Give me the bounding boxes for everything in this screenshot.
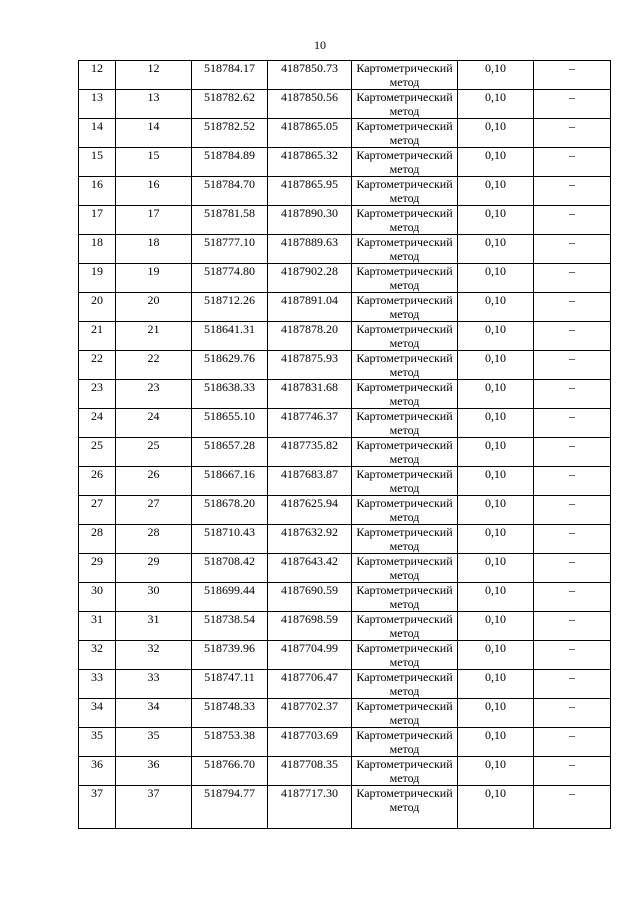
cell-point-id: 34 — [116, 699, 192, 728]
cell-method: Картометрический метод — [352, 612, 458, 641]
cell-point-number: 25 — [79, 438, 116, 467]
cell-point-id: 29 — [116, 554, 192, 583]
table-row — [79, 728, 611, 757]
cell-y-coordinate: 4187875.93 — [268, 351, 352, 380]
cell-point-id: 17 — [116, 206, 192, 235]
cell-precision: 0,10 — [458, 235, 534, 264]
cell-y-coordinate: 4187625.94 — [268, 496, 352, 525]
cell-method: Картометрический метод — [352, 786, 458, 829]
cell-y-coordinate: 4187850.56 — [268, 90, 352, 119]
cell-precision: 0,10 — [458, 699, 534, 728]
cell-point-number: 26 — [79, 467, 116, 496]
cell-point-number: 14 — [79, 119, 116, 148]
cell-point-id: 35 — [116, 728, 192, 757]
cell-x-coordinate: 518738.54 — [192, 612, 268, 641]
cell-note: – — [534, 641, 611, 670]
cell-method: Картометрический метод — [352, 699, 458, 728]
cell-note: – — [534, 467, 611, 496]
cell-y-coordinate: 4187878.20 — [268, 322, 352, 351]
cell-note: – — [534, 409, 611, 438]
table-row — [79, 612, 611, 641]
cell-y-coordinate: 4187632.92 — [268, 525, 352, 554]
cell-method: Картометрический метод — [352, 61, 458, 90]
cell-note: – — [534, 583, 611, 612]
cell-method: Картометрический метод — [352, 670, 458, 699]
table-row — [79, 641, 611, 670]
cell-precision: 0,10 — [458, 322, 534, 351]
cell-method: Картометрический метод — [352, 235, 458, 264]
cell-y-coordinate: 4187702.37 — [268, 699, 352, 728]
cell-method: Картометрический метод — [352, 409, 458, 438]
cell-note: – — [534, 670, 611, 699]
cell-note: – — [534, 264, 611, 293]
cell-x-coordinate: 518784.17 — [192, 61, 268, 90]
cell-note: – — [534, 525, 611, 554]
cell-method: Картометрический метод — [352, 148, 458, 177]
cell-point-id: 30 — [116, 583, 192, 612]
cell-point-id: 13 — [116, 90, 192, 119]
table-row — [79, 206, 611, 235]
cell-y-coordinate: 4187865.05 — [268, 119, 352, 148]
cell-note: – — [534, 119, 611, 148]
cell-method: Картометрический метод — [352, 293, 458, 322]
cell-y-coordinate: 4187902.28 — [268, 264, 352, 293]
cell-method: Картометрический метод — [352, 467, 458, 496]
cell-y-coordinate: 4187735.82 — [268, 438, 352, 467]
cell-point-id: 23 — [116, 380, 192, 409]
cell-x-coordinate: 518748.33 — [192, 699, 268, 728]
cell-point-number: 29 — [79, 554, 116, 583]
table-row — [79, 496, 611, 525]
table-row — [79, 438, 611, 467]
cell-point-number: 34 — [79, 699, 116, 728]
coordinates-table — [78, 60, 611, 829]
cell-y-coordinate: 4187703.69 — [268, 728, 352, 757]
cell-y-coordinate: 4187704.99 — [268, 641, 352, 670]
cell-precision: 0,10 — [458, 351, 534, 380]
cell-x-coordinate: 518794.77 — [192, 786, 268, 829]
cell-method: Картометрический метод — [352, 728, 458, 757]
cell-x-coordinate: 518708.42 — [192, 554, 268, 583]
table-row — [79, 90, 611, 119]
table-row — [79, 583, 611, 612]
cell-precision: 0,10 — [458, 467, 534, 496]
cell-x-coordinate: 518781.58 — [192, 206, 268, 235]
table-row — [79, 380, 611, 409]
cell-point-number: 31 — [79, 612, 116, 641]
cell-y-coordinate: 4187889.63 — [268, 235, 352, 264]
cell-point-number: 17 — [79, 206, 116, 235]
cell-y-coordinate: 4187706.47 — [268, 670, 352, 699]
table-row — [79, 467, 611, 496]
cell-note: – — [534, 786, 611, 829]
cell-method: Картометрический метод — [352, 757, 458, 786]
cell-precision: 0,10 — [458, 786, 534, 829]
cell-note: – — [534, 496, 611, 525]
cell-precision: 0,10 — [458, 641, 534, 670]
cell-y-coordinate: 4187865.32 — [268, 148, 352, 177]
cell-point-number: 37 — [79, 786, 116, 829]
cell-point-id: 28 — [116, 525, 192, 554]
cell-y-coordinate: 4187698.59 — [268, 612, 352, 641]
cell-x-coordinate: 518739.96 — [192, 641, 268, 670]
cell-x-coordinate: 518712.26 — [192, 293, 268, 322]
cell-point-id: 12 — [116, 61, 192, 90]
cell-note: – — [534, 380, 611, 409]
cell-precision: 0,10 — [458, 177, 534, 206]
table-row — [79, 235, 611, 264]
cell-x-coordinate: 518784.70 — [192, 177, 268, 206]
cell-point-id: 22 — [116, 351, 192, 380]
cell-note: – — [534, 206, 611, 235]
cell-note: – — [534, 293, 611, 322]
cell-point-id: 26 — [116, 467, 192, 496]
cell-point-number: 19 — [79, 264, 116, 293]
table-row — [79, 293, 611, 322]
cell-point-number: 33 — [79, 670, 116, 699]
cell-method: Картометрический метод — [352, 264, 458, 293]
cell-method: Картометрический метод — [352, 641, 458, 670]
cell-y-coordinate: 4187865.95 — [268, 177, 352, 206]
cell-point-id: 36 — [116, 757, 192, 786]
cell-precision: 0,10 — [458, 612, 534, 641]
table-body — [79, 61, 611, 829]
cell-precision: 0,10 — [458, 90, 534, 119]
cell-x-coordinate: 518766.70 — [192, 757, 268, 786]
cell-method: Картометрический метод — [352, 90, 458, 119]
cell-precision: 0,10 — [458, 264, 534, 293]
table-row — [79, 757, 611, 786]
cell-precision: 0,10 — [458, 119, 534, 148]
cell-point-number: 23 — [79, 380, 116, 409]
cell-precision: 0,10 — [458, 757, 534, 786]
cell-precision: 0,10 — [458, 583, 534, 612]
cell-point-number: 30 — [79, 583, 116, 612]
cell-note: – — [534, 554, 611, 583]
cell-x-coordinate: 518638.33 — [192, 380, 268, 409]
cell-y-coordinate: 4187891.04 — [268, 293, 352, 322]
table-row — [79, 670, 611, 699]
cell-note: – — [534, 438, 611, 467]
cell-point-id: 37 — [116, 786, 192, 829]
cell-point-id: 19 — [116, 264, 192, 293]
cell-point-id: 31 — [116, 612, 192, 641]
page-number: 10 — [314, 38, 326, 52]
cell-x-coordinate: 518747.11 — [192, 670, 268, 699]
cell-x-coordinate: 518710.43 — [192, 525, 268, 554]
cell-precision: 0,10 — [458, 670, 534, 699]
cell-precision: 0,10 — [458, 554, 534, 583]
cell-x-coordinate: 518774.80 — [192, 264, 268, 293]
cell-point-number: 24 — [79, 409, 116, 438]
cell-point-number: 13 — [79, 90, 116, 119]
cell-method: Картометрический метод — [352, 351, 458, 380]
table-row — [79, 525, 611, 554]
cell-precision: 0,10 — [458, 409, 534, 438]
cell-method: Картометрический метод — [352, 554, 458, 583]
cell-note: – — [534, 699, 611, 728]
cell-point-id: 15 — [116, 148, 192, 177]
cell-point-number: 12 — [79, 61, 116, 90]
cell-point-number: 36 — [79, 757, 116, 786]
cell-method: Картометрический метод — [352, 438, 458, 467]
cell-method: Картометрический метод — [352, 177, 458, 206]
cell-note: – — [534, 757, 611, 786]
cell-method: Картометрический метод — [352, 380, 458, 409]
cell-x-coordinate: 518641.31 — [192, 322, 268, 351]
cell-point-id: 21 — [116, 322, 192, 351]
cell-point-number: 28 — [79, 525, 116, 554]
cell-y-coordinate: 4187708.35 — [268, 757, 352, 786]
cell-point-id: 25 — [116, 438, 192, 467]
cell-method: Картометрический метод — [352, 322, 458, 351]
cell-note: – — [534, 148, 611, 177]
cell-y-coordinate: 4187683.87 — [268, 467, 352, 496]
cell-y-coordinate: 4187850.73 — [268, 61, 352, 90]
cell-x-coordinate: 518629.76 — [192, 351, 268, 380]
cell-y-coordinate: 4187746.37 — [268, 409, 352, 438]
table-row — [79, 264, 611, 293]
cell-x-coordinate: 518678.20 — [192, 496, 268, 525]
cell-note: – — [534, 612, 611, 641]
cell-precision: 0,10 — [458, 728, 534, 757]
cell-precision: 0,10 — [458, 496, 534, 525]
cell-note: – — [534, 351, 611, 380]
cell-precision: 0,10 — [458, 438, 534, 467]
cell-y-coordinate: 4187831.68 — [268, 380, 352, 409]
cell-point-number: 32 — [79, 641, 116, 670]
cell-point-number: 21 — [79, 322, 116, 351]
table-row — [79, 786, 611, 829]
cell-precision: 0,10 — [458, 148, 534, 177]
cell-point-number: 27 — [79, 496, 116, 525]
cell-x-coordinate: 518782.62 — [192, 90, 268, 119]
cell-point-id: 33 — [116, 670, 192, 699]
cell-precision: 0,10 — [458, 525, 534, 554]
cell-note: – — [534, 61, 611, 90]
cell-y-coordinate: 4187717.30 — [268, 786, 352, 829]
cell-point-id: 14 — [116, 119, 192, 148]
cell-precision: 0,10 — [458, 61, 534, 90]
cell-note: – — [534, 322, 611, 351]
cell-point-number: 15 — [79, 148, 116, 177]
cell-method: Картометрический метод — [352, 206, 458, 235]
cell-point-number: 20 — [79, 293, 116, 322]
table-row — [79, 409, 611, 438]
table-row — [79, 119, 611, 148]
cell-method: Картометрический метод — [352, 119, 458, 148]
cell-point-number: 16 — [79, 177, 116, 206]
table-row — [79, 322, 611, 351]
cell-point-id: 20 — [116, 293, 192, 322]
cell-y-coordinate: 4187890.30 — [268, 206, 352, 235]
cell-x-coordinate: 518657.28 — [192, 438, 268, 467]
cell-precision: 0,10 — [458, 206, 534, 235]
cell-x-coordinate: 518699.44 — [192, 583, 268, 612]
cell-note: – — [534, 235, 611, 264]
cell-point-number: 35 — [79, 728, 116, 757]
cell-precision: 0,10 — [458, 293, 534, 322]
table-row — [79, 177, 611, 206]
cell-point-number: 18 — [79, 235, 116, 264]
cell-point-number: 22 — [79, 351, 116, 380]
cell-x-coordinate: 518655.10 — [192, 409, 268, 438]
cell-note: – — [534, 177, 611, 206]
cell-point-id: 18 — [116, 235, 192, 264]
cell-x-coordinate: 518667.16 — [192, 467, 268, 496]
cell-note: – — [534, 728, 611, 757]
cell-method: Картометрический метод — [352, 496, 458, 525]
cell-x-coordinate: 518784.89 — [192, 148, 268, 177]
cell-method: Картометрический метод — [352, 583, 458, 612]
cell-y-coordinate: 4187643.42 — [268, 554, 352, 583]
cell-y-coordinate: 4187690.59 — [268, 583, 352, 612]
cell-precision: 0,10 — [458, 380, 534, 409]
cell-method: Картометрический метод — [352, 525, 458, 554]
cell-point-id: 27 — [116, 496, 192, 525]
cell-note: – — [534, 90, 611, 119]
cell-point-id: 16 — [116, 177, 192, 206]
cell-point-id: 24 — [116, 409, 192, 438]
table-row — [79, 699, 611, 728]
cell-x-coordinate: 518782.52 — [192, 119, 268, 148]
table-row — [79, 351, 611, 380]
cell-x-coordinate: 518753.38 — [192, 728, 268, 757]
table-row — [79, 61, 611, 90]
cell-x-coordinate: 518777.10 — [192, 235, 268, 264]
cell-point-id: 32 — [116, 641, 192, 670]
table-row — [79, 554, 611, 583]
table-row — [79, 148, 611, 177]
